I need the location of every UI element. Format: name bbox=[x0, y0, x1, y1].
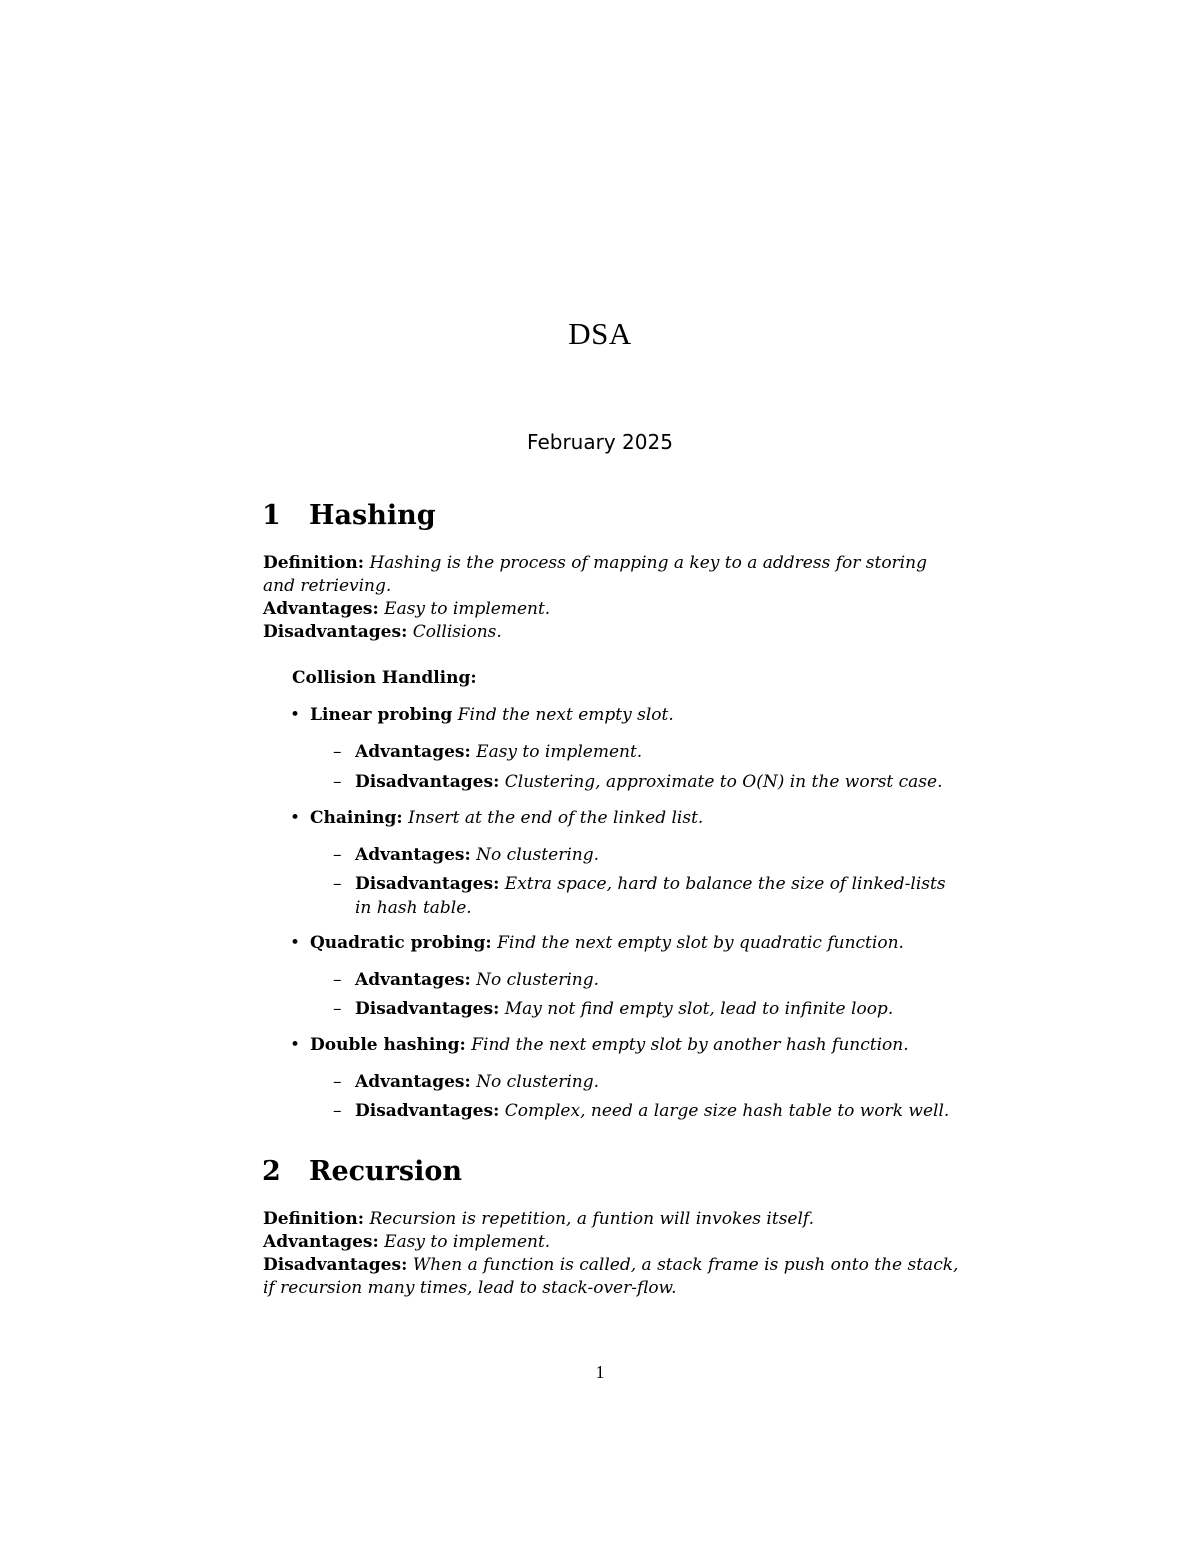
sub-item-disadvantages bbox=[333, 1101, 949, 1121]
section-number: 2 bbox=[262, 1156, 281, 1187]
advantages-text: No clustering. bbox=[476, 970, 599, 990]
method-desc: Insert at the end of the linked list. bbox=[408, 808, 704, 828]
method-desc: Find the next empty slot. bbox=[457, 705, 674, 725]
hashing-definition bbox=[263, 552, 927, 575]
document-date: February 2025 bbox=[527, 430, 673, 454]
advantages-text: No clustering. bbox=[476, 845, 599, 865]
advantages-label: Advantages: bbox=[263, 1232, 379, 1252]
section-heading-recursion bbox=[262, 1156, 462, 1187]
section-number: 1 bbox=[262, 500, 281, 531]
dash-icon: – bbox=[333, 970, 342, 990]
definition-text: Hashing is the process of mapping a key to a address for storing bbox=[369, 553, 927, 573]
sub-item-disadvantages bbox=[333, 772, 943, 792]
disadvantages-text: Clustering, approximate to O(N) in the worst case. bbox=[504, 772, 943, 792]
recursion-advantages bbox=[263, 1231, 550, 1254]
disadvantages-label: Disadvantages: bbox=[355, 1101, 500, 1121]
disadvantages-text-cont: if recursion many times, lead to stack-over-flow. bbox=[263, 1278, 677, 1298]
dash-icon: – bbox=[333, 1101, 342, 1121]
method-desc: Find the next empty slot by another hash function. bbox=[471, 1035, 909, 1055]
method-desc: Find the next empty slot by quadratic function. bbox=[497, 933, 904, 953]
dash-icon: – bbox=[333, 742, 342, 762]
document-title: DSA bbox=[568, 316, 632, 351]
advantages-label: Advantages: bbox=[355, 1072, 471, 1092]
method-name: Linear probing bbox=[310, 705, 453, 725]
dash-icon: – bbox=[333, 772, 342, 792]
disadvantages-text: Complex, need a large size hash table to work well. bbox=[504, 1101, 950, 1121]
advantages-label: Advantages: bbox=[355, 970, 471, 990]
section-heading-hashing bbox=[262, 500, 436, 531]
advantages-text: Easy to implement. bbox=[384, 599, 551, 619]
sub-item-disadvantages bbox=[333, 999, 893, 1019]
section-title-text: Recursion bbox=[309, 1156, 463, 1187]
dash-icon: – bbox=[333, 1072, 342, 1092]
definition-text-cont: and retrieving. bbox=[263, 576, 392, 596]
collision-handling-heading: Collision Handling: bbox=[292, 668, 477, 688]
recursion-disadvantages bbox=[263, 1254, 958, 1277]
advantages-label: Advantages: bbox=[355, 742, 471, 762]
recursion-definition bbox=[263, 1208, 814, 1231]
dash-icon: – bbox=[333, 999, 342, 1019]
page-number: 1 bbox=[595, 1362, 605, 1382]
hashing-advantages bbox=[263, 598, 550, 621]
disadvantages-label: Disadvantages: bbox=[355, 999, 500, 1019]
recursion-disadvantages-cont bbox=[263, 1277, 677, 1300]
definition-text: Recursion is repetition, a funtion will invokes itself. bbox=[369, 1209, 815, 1229]
definition-label: Definition: bbox=[263, 553, 365, 573]
sub-item-advantages bbox=[333, 970, 599, 990]
disadvantages-label: Disadvantages: bbox=[355, 874, 500, 894]
disadvantages-label: Disadvantages: bbox=[355, 772, 500, 792]
advantages-text: No clustering. bbox=[476, 1072, 599, 1092]
bullet-icon: • bbox=[290, 933, 301, 953]
bullet-icon: • bbox=[290, 705, 301, 725]
disadvantages-text: Collisions. bbox=[412, 622, 502, 642]
advantages-text: Easy to implement. bbox=[476, 742, 643, 762]
bullet-icon: • bbox=[290, 808, 301, 828]
disadvantages-label: Disadvantages: bbox=[263, 1255, 408, 1275]
list-item-chaining bbox=[290, 808, 703, 828]
dash-icon: – bbox=[333, 845, 342, 865]
advantages-label: Advantages: bbox=[263, 599, 379, 619]
list-item-double-hashing bbox=[290, 1035, 909, 1055]
sub-item-advantages bbox=[333, 1072, 599, 1092]
sub-item-disadvantages bbox=[333, 874, 946, 894]
method-name: Chaining: bbox=[310, 808, 403, 828]
advantages-text: Easy to implement. bbox=[384, 1232, 551, 1252]
dash-icon: – bbox=[333, 874, 342, 894]
advantages-label: Advantages: bbox=[355, 845, 471, 865]
disadvantages-text: When a function is called, a stack frame is push onto the stack, bbox=[412, 1255, 959, 1275]
list-item-linear-probing bbox=[290, 705, 674, 725]
bullet-icon: • bbox=[290, 1035, 301, 1055]
sub-item-advantages bbox=[333, 845, 599, 865]
method-name: Double hashing: bbox=[310, 1035, 466, 1055]
sub-item-advantages bbox=[333, 742, 642, 762]
sub-item-disadvantages-cont bbox=[355, 898, 472, 918]
hashing-definition-cont bbox=[263, 575, 391, 598]
disadvantages-text: May not find empty slot, lead to infinite loop. bbox=[504, 999, 894, 1019]
section-title-text: Hashing bbox=[309, 500, 436, 531]
disadvantages-text-cont: in hash table. bbox=[355, 898, 472, 918]
hashing-disadvantages bbox=[263, 621, 502, 644]
disadvantages-text: Extra space, hard to balance the size of linked-lists bbox=[504, 874, 946, 894]
method-name: Quadratic probing: bbox=[310, 933, 492, 953]
definition-label: Definition: bbox=[263, 1209, 365, 1229]
list-item-quadratic-probing bbox=[290, 933, 904, 953]
disadvantages-label: Disadvantages: bbox=[263, 622, 408, 642]
